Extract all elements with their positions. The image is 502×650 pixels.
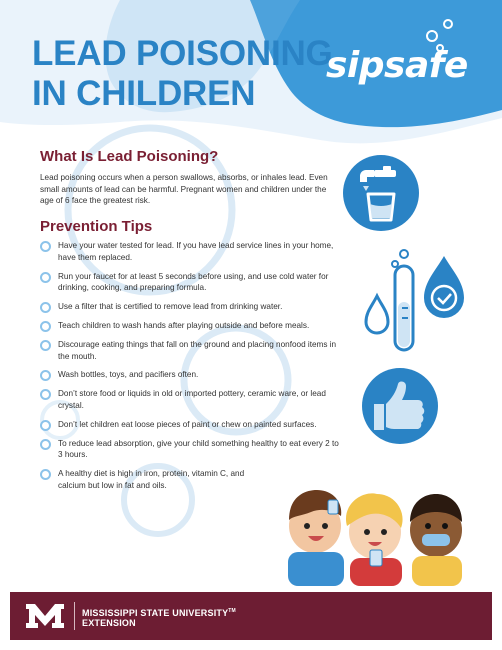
footer-bar — [10, 592, 492, 640]
tip-item — [40, 320, 340, 332]
tip-item — [40, 468, 268, 492]
bullet-icon — [40, 389, 51, 400]
tip-text: A healthy diet is high in iron, protein, vitamin C, and calcium but low in fat and oils. — [58, 469, 245, 490]
page-title — [32, 34, 333, 114]
bullet-icon — [40, 241, 51, 252]
tip-text: Wash bottles, toys, and pacifiers often. — [58, 370, 199, 380]
tip-text: Have your water tested for lead. If you have lead service lines in your home, have them replaced. — [58, 241, 334, 262]
test-tube-droplet-icon — [360, 246, 470, 356]
title-line-2: IN CHILDREN — [32, 74, 256, 113]
bullet-icon — [40, 439, 51, 450]
tip-item — [40, 438, 340, 462]
bullet-icon — [40, 340, 51, 351]
bullet-icon — [40, 302, 51, 313]
bullet-icon — [40, 370, 51, 381]
tip-item — [40, 388, 340, 412]
tip-item — [40, 271, 340, 295]
intro-text: Lead poisoning occurs when a person swallows, absorbs, or inhales lead. Even small amounts of lead can be harmful. Pregnant women and children under the age of 6 face the greatest risk. — [40, 173, 328, 206]
tip-text: Use a filter that is certified to remove lead from drinking water. — [58, 302, 283, 312]
extension-name: EXTENSION — [82, 618, 136, 628]
bullet-icon — [40, 272, 51, 283]
tip-text: Discourage eating things that fall on the ground and placing nonfood items in the mouth. — [58, 339, 337, 361]
msu-logo-icon — [24, 600, 66, 632]
tip-item — [40, 301, 340, 313]
bullet-icon — [40, 420, 51, 431]
tip-item — [40, 419, 340, 431]
footer-institution — [82, 606, 236, 628]
prevention-tips-list — [40, 240, 340, 492]
tip-item — [40, 369, 340, 381]
thumbs-up-icon — [358, 364, 442, 448]
tip-text: Don’t store food or liquids in old or imported pottery, ceramic ware, or lead crystal. — [58, 389, 326, 410]
tip-text: To reduce lead absorption, give your child something healthy to eat every 2 to 3 hours. — [58, 438, 339, 460]
university-name: MISSISSIPPI STATE UNIVERSITY — [82, 608, 229, 618]
brand-sip: sip — [326, 45, 385, 86]
brand-bubbles-icon — [420, 14, 460, 54]
tip-text: Teach children to wash hands after playing outside and before meals. — [58, 320, 310, 330]
trademark-mark: TM — [228, 608, 236, 614]
title-line-1: LEAD POISONING — [32, 34, 333, 73]
bullet-icon — [40, 321, 51, 332]
heading-prevention-tips: Prevention Tips — [40, 218, 153, 235]
children-illustration — [270, 460, 480, 586]
tip-item — [40, 339, 340, 363]
tip-text: Run your faucet for at least 5 seconds before using, and use cold water for drinking, cooking, and preparing formula. — [58, 271, 329, 293]
footer-divider — [74, 602, 75, 630]
brand-safe: safe — [384, 45, 468, 86]
tip-item — [40, 240, 340, 264]
faucet-glass-icon — [340, 152, 422, 234]
tip-text: Don’t let children eat loose pieces of paint or chew on painted surfaces. — [58, 419, 317, 429]
heading-what-is-lead: What Is Lead Poisoning? — [40, 148, 219, 165]
bullet-icon — [40, 469, 51, 480]
